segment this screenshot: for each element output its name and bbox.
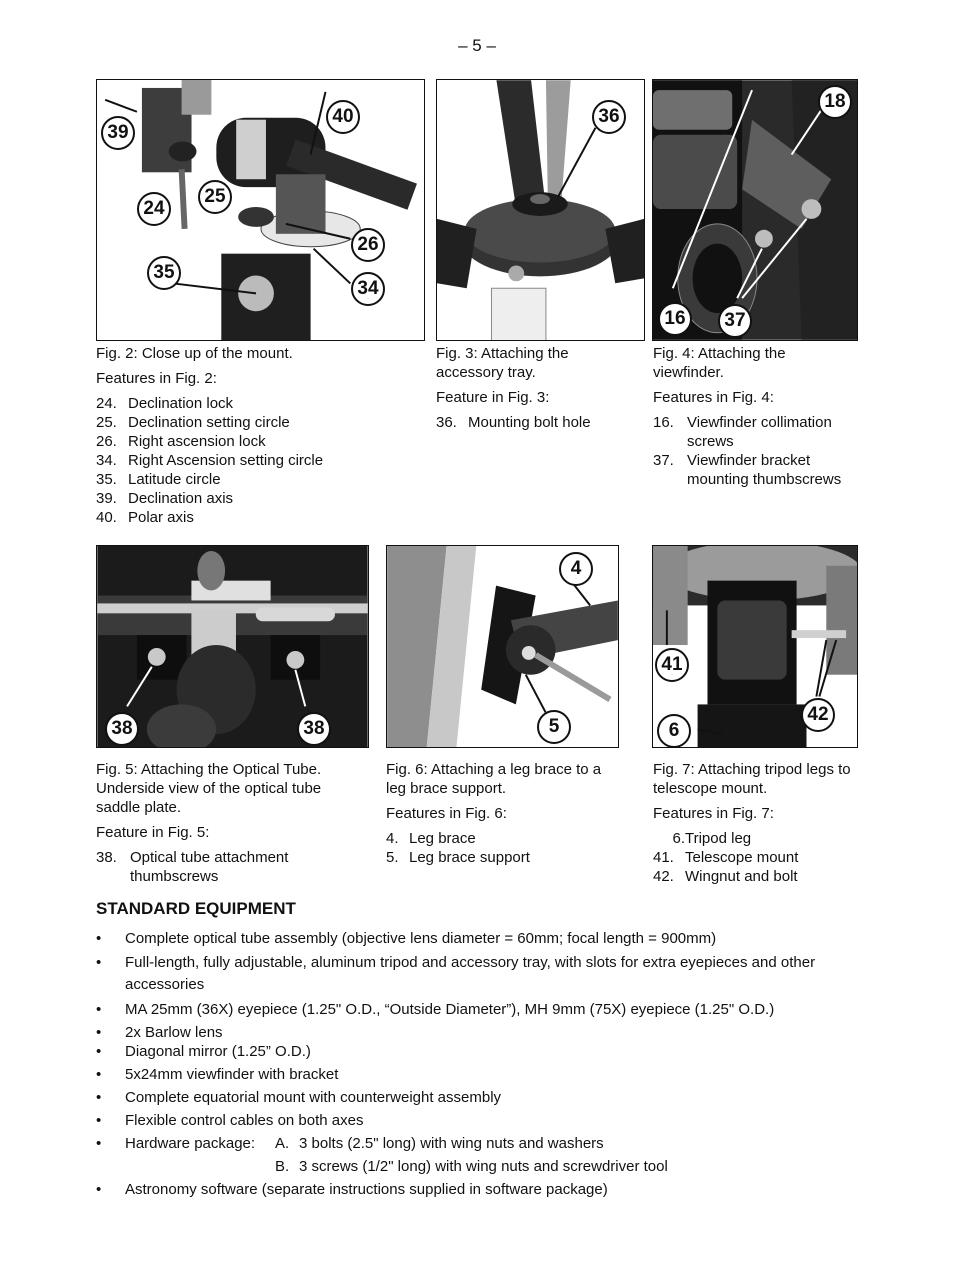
fig7-item-num: 6. xyxy=(672,830,685,847)
fig3-feature-list xyxy=(436,413,636,432)
fig7-photo xyxy=(652,545,858,748)
equipment-item-text: Flexible control cables on both axes xyxy=(125,1112,364,1129)
hardware-b-text: 3 screws (1/2" long) with wing nuts and screwdriver tool xyxy=(299,1158,668,1175)
bullet: • xyxy=(96,1001,102,1018)
bullet: • xyxy=(96,954,102,971)
fig5-item-num: 38. xyxy=(96,849,117,866)
fig4-item-text: Viewfinder bracket mounting thumbscrews xyxy=(687,452,842,488)
fig5-item-text: Optical tube attachment thumbscrews xyxy=(130,849,289,885)
equipment-item-text: Astronomy software (separate instructions supplied in software package) xyxy=(125,1181,608,1198)
fig2-photo xyxy=(96,79,425,341)
fig4-features-heading: Features in Fig. 4: xyxy=(653,389,774,406)
bullet: • xyxy=(96,1112,102,1129)
fig7-features-heading: Features in Fig. 7: xyxy=(653,805,774,822)
equipment-item-text: 2x Barlow lens xyxy=(125,1024,223,1041)
fig2-item-text: Latitude circle xyxy=(128,471,221,488)
fig6-item-text: Leg brace support xyxy=(409,849,530,866)
equipment-item xyxy=(96,952,856,996)
fig4-feature-list xyxy=(653,413,858,489)
bullet: • xyxy=(96,1135,102,1152)
fig3-feature-item xyxy=(436,413,636,432)
hardware-spacer xyxy=(125,1157,275,1176)
fig4-feature-item xyxy=(653,451,858,489)
fig7-item-text: Telescope mount xyxy=(685,849,799,866)
fig2-item-text: Declination setting circle xyxy=(128,414,290,431)
fig4-caption: Fig. 4: Attaching the viewfinder. xyxy=(653,345,786,381)
bullet: • xyxy=(96,1181,102,1198)
equipment-item xyxy=(96,1042,856,1061)
equipment-item xyxy=(96,1180,856,1199)
fig4-callout-18: 18 xyxy=(818,85,852,119)
equipment-item-text: 5x24mm viewfinder with bracket xyxy=(125,1066,339,1083)
fig4-caption-block xyxy=(653,344,858,489)
fig2-feature-item xyxy=(96,432,426,451)
fig5-feature-list xyxy=(96,848,366,886)
fig2-feature-item xyxy=(96,489,426,508)
fig3-caption-block xyxy=(436,344,636,432)
fig6-caption-block xyxy=(386,760,621,867)
fig2-feature-item xyxy=(96,470,426,489)
fig2-item-num: 39. xyxy=(96,490,117,507)
fig4-item-num: 37. xyxy=(653,452,674,469)
fig3-callout-36: 36 xyxy=(592,100,626,134)
fig7-callout-42: 42 xyxy=(801,698,835,732)
fig6-photo xyxy=(386,545,619,748)
equipment-item xyxy=(96,1111,856,1130)
hardware-label: Hardware package: xyxy=(125,1135,256,1152)
fig4-callout-37: 37 xyxy=(718,304,752,338)
fig2-caption-block xyxy=(96,344,426,527)
fig2-item-num: 25. xyxy=(96,414,117,431)
hardware-package xyxy=(125,1134,856,1176)
fig2-feature-item xyxy=(96,451,426,470)
fig5-callout-38-right: 38 xyxy=(297,712,331,746)
equipment-item-text: Full-length, fully adjustable, aluminum tripod and accessory tray, with slots for extra eyepieces and other accessories xyxy=(125,954,816,993)
fig7-feature-list xyxy=(653,829,858,886)
fig4-item-text: Viewfinder collimation screws xyxy=(687,414,832,450)
fig6-feature-list xyxy=(386,829,621,867)
fig7-feature-item xyxy=(653,867,858,886)
fig3-item-text: Mounting bolt hole xyxy=(468,414,591,431)
equipment-item-text: Complete optical tube assembly (objective lens diameter = 60mm; focal length = 900mm) xyxy=(125,930,717,947)
fig4-photo xyxy=(652,79,858,341)
equipment-item-text: MA 25mm (36X) eyepiece (1.25" O.D., “Outside Diameter”), MH 9mm (75X) eyepiece (1.25" O.D.) xyxy=(125,1001,775,1018)
equipment-item-hardware xyxy=(96,1134,856,1176)
fig5-photo xyxy=(96,545,369,748)
fig7-caption-block xyxy=(653,760,858,886)
fig2-item-text: Declination lock xyxy=(128,395,234,412)
fig6-item-num: 4. xyxy=(386,830,399,847)
fig2-feature-item xyxy=(96,413,426,432)
hardware-b-letter: B. xyxy=(275,1158,290,1175)
fig6-item-text: Leg brace xyxy=(409,830,476,847)
fig3-features-heading: Feature in Fig. 3: xyxy=(436,389,550,406)
fig2-callout-25: 25 xyxy=(198,180,232,214)
page-number: – 5 – xyxy=(458,36,496,55)
fig4-feature-item xyxy=(653,413,858,451)
fig7-item-text: Wingnut and bolt xyxy=(685,868,798,885)
fig6-caption: Fig. 6: Attaching a leg brace to a leg brace support. xyxy=(386,761,602,797)
fig6-features-heading: Features in Fig. 6: xyxy=(386,805,507,822)
fig7-caption: Fig. 7: Attaching tripod legs to telescope mount. xyxy=(653,761,851,797)
fig2-callout-24: 24 xyxy=(137,192,171,226)
bullet: • xyxy=(96,1066,102,1083)
equipment-item xyxy=(96,1023,856,1042)
fig2-caption: Fig. 2: Close up of the mount. xyxy=(96,345,293,362)
equipment-item xyxy=(96,1000,856,1019)
fig2-item-num: 34. xyxy=(96,452,117,469)
fig5-illustration xyxy=(97,546,368,747)
fig5-features-heading: Feature in Fig. 5: xyxy=(96,824,210,841)
standard-equipment-list xyxy=(96,929,856,1203)
fig5-feature-item xyxy=(96,848,366,886)
fig7-feature-item xyxy=(653,848,858,867)
bullet: • xyxy=(96,1089,102,1106)
fig6-item-num: 5. xyxy=(386,849,399,866)
fig4-callout-16: 16 xyxy=(658,302,692,336)
fig6-callout-5: 5 xyxy=(537,710,571,744)
fig7-feature-item xyxy=(653,829,858,848)
fig3-photo xyxy=(436,79,645,341)
fig5-callout-38-left: 38 xyxy=(105,712,139,746)
fig5-caption: Fig. 5: Attaching the Optical Tube. Underside view of the optical tube saddle plate. xyxy=(96,761,322,816)
fig5-caption-block xyxy=(96,760,366,886)
equipment-item-text: Diagonal mirror (1.25” O.D.) xyxy=(125,1043,311,1060)
fig2-feature-item xyxy=(96,508,426,527)
fig2-item-text: Declination axis xyxy=(128,490,234,507)
fig2-callout-34: 34 xyxy=(351,272,385,306)
equipment-item xyxy=(96,929,856,948)
fig3-item-num: 36. xyxy=(436,414,457,431)
fig2-callout-35: 35 xyxy=(147,256,181,290)
fig2-features-heading: Features in Fig. 2: xyxy=(96,370,217,387)
fig2-item-text: Right Ascension setting circle xyxy=(128,452,324,469)
fig2-feature-item xyxy=(96,394,426,413)
equipment-item-text: Complete equatorial mount with counterweight assembly xyxy=(125,1089,502,1106)
fig2-item-text: Polar axis xyxy=(128,509,194,526)
fig6-callout-4: 4 xyxy=(559,552,593,586)
fig2-item-num: 35. xyxy=(96,471,117,488)
fig4-item-num: 16. xyxy=(653,414,674,431)
fig7-callout-6: 6 xyxy=(657,714,691,748)
fig2-item-num: 24. xyxy=(96,395,117,412)
fig2-item-num: 26. xyxy=(96,433,117,450)
fig2-item-text: Right ascension lock xyxy=(128,433,266,450)
fig2-callout-40: 40 xyxy=(326,100,360,134)
fig2-feature-list xyxy=(96,394,426,527)
fig2-callout-39: 39 xyxy=(101,116,135,150)
hardware-a-text: 3 bolts (2.5" long) with wing nuts and washers xyxy=(299,1135,604,1152)
fig7-item-text: Tripod leg xyxy=(685,830,752,847)
fig2-item-num: 40. xyxy=(96,509,117,526)
fig6-feature-item xyxy=(386,848,621,867)
fig7-item-num: 42. xyxy=(653,868,674,885)
hardware-a-letter: A. xyxy=(275,1135,290,1152)
equipment-item xyxy=(96,1088,856,1107)
standard-equipment-heading: STANDARD EQUIPMENT xyxy=(96,899,296,918)
fig6-feature-item xyxy=(386,829,621,848)
equipment-item xyxy=(96,1065,856,1084)
fig2-callout-26: 26 xyxy=(351,228,385,262)
fig7-item-num: 41. xyxy=(653,849,674,866)
bullet: • xyxy=(96,1043,102,1060)
bullet: • xyxy=(96,1024,102,1041)
fig7-callout-41: 41 xyxy=(655,648,689,682)
bullet: • xyxy=(96,930,102,947)
fig3-caption: Fig. 3: Attaching the accessory tray. xyxy=(436,345,569,381)
fig4-illustration xyxy=(653,80,857,340)
